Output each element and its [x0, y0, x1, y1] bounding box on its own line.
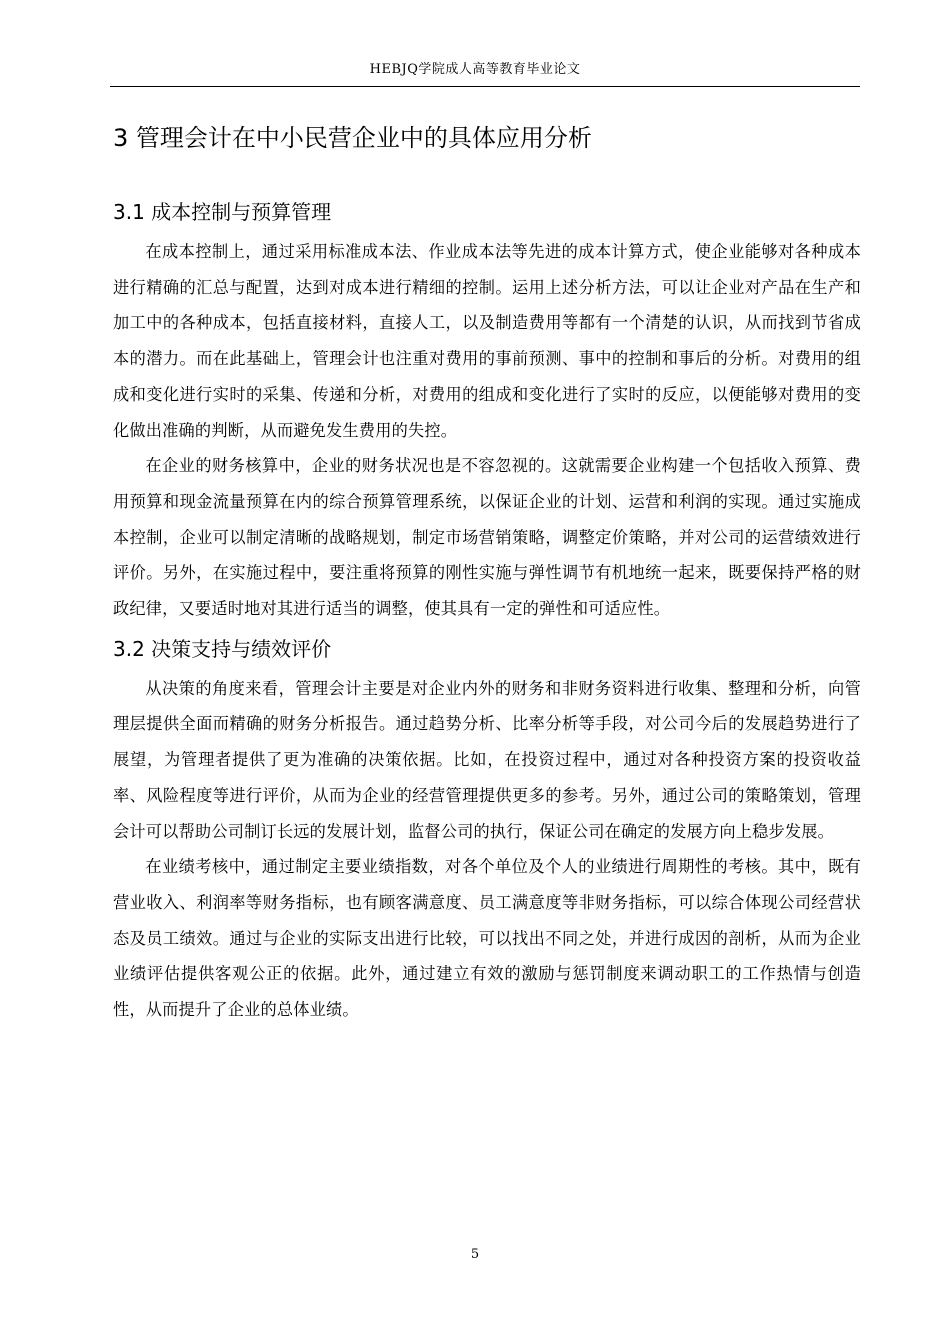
paragraph: 从决策的角度来看，管理会计主要是对企业内外的财务和非财务资料进行收集、整理和分析，向管理层提供全面而精确的财务分析报告。通过趋势分析、比率分析等手段，对公司今后的发展趋势进行了展望，为管理者提供了更为准确的决策依据。比如，在投资过程中，通过对各种投资方案的投资收益率、风险程度等进行评价，从而为企业的经营管理提供更多的参考。另外，通过公司的策略策划，管理会计可以帮助公司制订长远的发展计划，监督公司的执行，保证公司在确定的发展方向上稳步发展。 — [113, 678, 861, 841]
section-title-3-1: 3.1 成本控制与预算管理 — [113, 200, 332, 224]
chapter-title: 3 管理会计在中小民营企业中的具体应用分析 — [113, 124, 592, 152]
running-header: HEBJQ学院成人高等教育毕业论文 — [369, 62, 581, 77]
paragraph: 在业绩考核中，通过制定主要业绩指数，对各个单位及个人的业绩进行周期性的考核。其中，既有营业收入、利润率等财务指标，也有顾客满意度、员工满意度等非财务指标，可以综合体现公司经营状态及员工绩效。通过与企业的实际支出进行比较，可以找出不同之处，并进行成因的剖析，从而为企业业绩评估提供客观公正的依据。此外，通过建立有效的激励与惩罚制度来调动职工的工作热情与创造性，从而提升了企业的总体业绩。 — [113, 857, 861, 1020]
section-title-3-2: 3.2 决策支持与绩效评价 — [113, 636, 332, 661]
page-content — [113, 112, 861, 1028]
page-number: 5 — [470, 1247, 480, 1262]
paragraph: 在企业的财务核算中，企业的财务状况也是不容忽视的。这就需要企业构建一个包括收入预算、费用预算和现金流量预算在内的综合预算管理系统，以保证企业的计划、运营和利润的实现。通过实施成本控制，企业可以制定清晰的战略规划，制定市场营销策略，调整定价策略，并对公司的运营绩效进行评价。另外，在实施过程中，要注重将预算的刚性实施与弹性调节有机地统一起来，既要保持严格的财政纪律，又要适时地对其进行适当的调整，使其具有一定的弹性和可适应性。 — [113, 456, 861, 619]
header-rule — [110, 86, 860, 87]
paragraph: 在成本控制上，通过采用标准成本法、作业成本法等先进的成本计算方式，使企业能够对各种成本进行精确的汇总与配置，达到对成本进行精细的控制。运用上述分析方法，可以让企业对产品在生产和加工中的各种成本，包括直接材料，直接人工，以及制造费用等都有一个清楚的认识，从而找到节省成本的潜力。而在此基础上，管理会计也注重对费用的事前预测、事中的控制和事后的分析。对费用的组成和变化进行实时的采集、传递和分析，对费用的组成和变化进行了实时的反应，以便能够对费用的变化做出准确的判断，从而避免发生费用的失控。 — [113, 242, 861, 440]
